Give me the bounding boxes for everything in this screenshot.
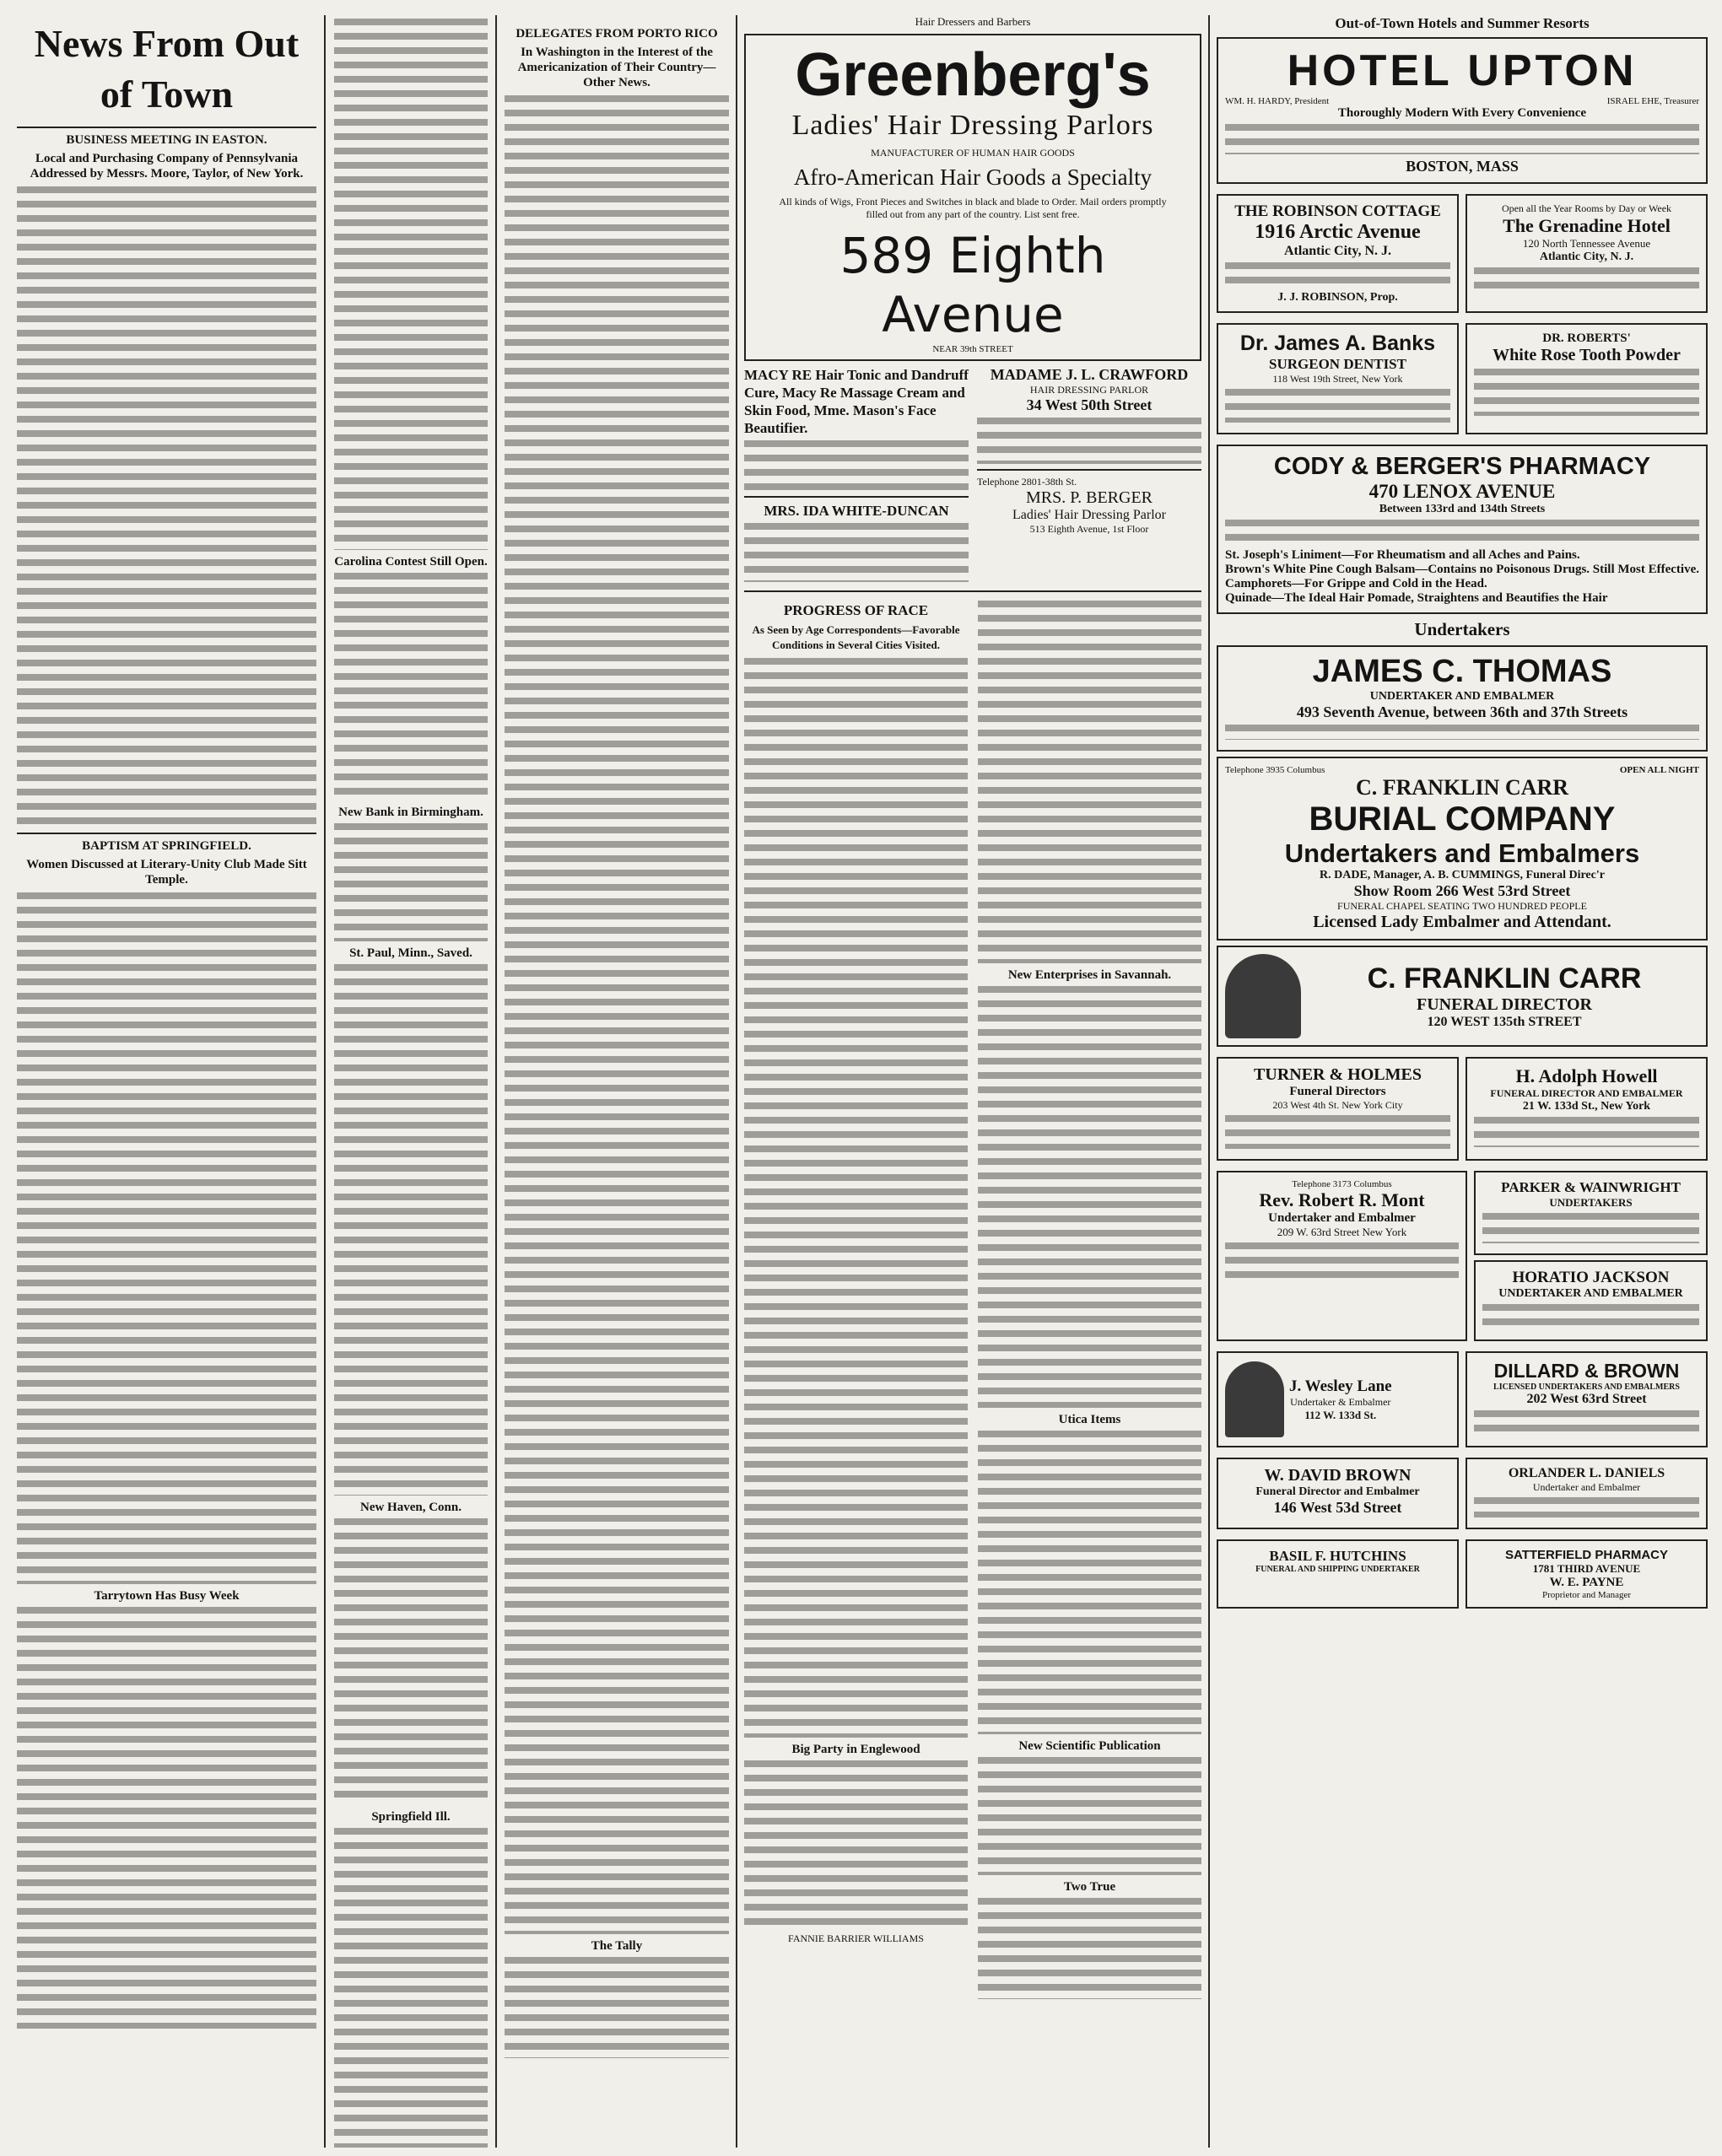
ad-subtitle: UNDERTAKER AND EMBALMER [1498, 1287, 1683, 1300]
divider [744, 590, 1201, 592]
ad-berger-sub: Ladies' Hair Dressing Parlor [1012, 508, 1166, 522]
divider [17, 127, 316, 128]
ad-line: St. Joseph's Liniment—For Rheumatism and all Aches and Pains. [1225, 548, 1580, 562]
ad-top: Open all the Year Rooms by Day or Week [1501, 202, 1672, 214]
ad-city: Atlantic City, N. J. [1539, 251, 1634, 263]
ad-address: 120 WEST 135th STREET [1427, 1015, 1582, 1029]
column-hair-dressers [744, 15, 1201, 2148]
divider [744, 496, 969, 498]
ad-address: 146 West 53d Street [1273, 1499, 1402, 1516]
ad-body [1474, 369, 1699, 416]
ad-satterfield [1466, 1539, 1708, 1609]
ad-subtitle: Funeral Directors [1289, 1085, 1386, 1098]
ad-title: The Grenadine Hotel [1503, 215, 1671, 236]
headline: New Enterprises in Savannah. [1007, 968, 1172, 982]
ad-carr-director [1217, 946, 1708, 1047]
ad-cody-berger [1217, 445, 1708, 614]
ad-address: 209 W. 63rd Street New York [1277, 1226, 1407, 1238]
article-body [334, 823, 488, 941]
ad-subtitle: SURGEON DENTIST [1269, 356, 1406, 372]
ad-city: BOSTON, MASS [1406, 158, 1519, 175]
ad-lady: Licensed Lady Embalmer and Attendant. [1313, 913, 1611, 931]
ad-subtitle: UNDERTAKER AND EMBALMER [1369, 690, 1555, 703]
ad-address: 120 North Tennessee Avenue [1522, 237, 1651, 250]
article-body [334, 1828, 488, 2148]
ad-address: 203 West 4th St. New York City [1272, 1099, 1403, 1111]
ad-body [1225, 262, 1450, 288]
ad-crawford-name: MADAME J. L. CRAWFORD [990, 366, 1189, 383]
article-body [978, 986, 1201, 1408]
ad-address: 112 W. 133d St. [1304, 1408, 1377, 1421]
ad-title: DR. ROBERTS' [1542, 331, 1631, 345]
ad-showroom: Show Room 266 West 53rd Street [1353, 882, 1571, 899]
ad-crawford-sub: HAIR DRESSING PARLOR [1029, 384, 1149, 396]
ad-address: 118 West 19th Street, New York [1272, 373, 1403, 385]
ad-row [1217, 189, 1708, 318]
ad-title: Rev. Robert R. Mont [1259, 1189, 1425, 1210]
section-title: News From Out of Town [34, 22, 300, 116]
ad-title: C. FRANKLIN CARR [1355, 775, 1569, 800]
ad-subtitle: MANUFACTURER OF HUMAN HAIR GOODS [871, 147, 1075, 159]
ad-title: TURNER & HOLMES [1254, 1065, 1422, 1084]
article-body [334, 964, 488, 1496]
ad-body [744, 440, 969, 491]
ad-title: BASIL F. HUTCHINS [1269, 1548, 1406, 1564]
ad-specialty: Afro-American Hair Goods a Specialty [793, 164, 1152, 190]
ad-product: White Rose Tooth Powder [1493, 346, 1681, 364]
ad-row [1217, 1453, 1708, 1534]
ad-row [1217, 1166, 1708, 1346]
ad-between: Between 133rd and 134th Streets [1379, 503, 1546, 515]
article-body [334, 1518, 488, 1805]
ad-row [744, 366, 1201, 585]
headline: BAPTISM AT SPRINGFIELD. [82, 839, 251, 853]
ad-row [1217, 1052, 1708, 1166]
ad-subtitle: Undertaker and Embalmer [1268, 1211, 1416, 1225]
ad-address: 470 LENOX AVENUE [1368, 481, 1556, 502]
portrait-image [1225, 1361, 1284, 1437]
ad-subtitle: FUNERAL DIRECTOR AND EMBALMER [1490, 1087, 1683, 1099]
column-rule [736, 15, 737, 2148]
ad-tagline: Ladies' Hair Dressing Parlors [791, 110, 1154, 141]
ad-thomas [1217, 645, 1708, 752]
ad-body [977, 418, 1201, 464]
headline: Carolina Contest Still Open. [334, 555, 488, 569]
ad-prop: J. J. ROBINSON, Prop. [1277, 291, 1398, 304]
ad-city: Atlantic City, N. J. [1283, 244, 1392, 258]
ad-title: DILLARD & BROWN [1493, 1360, 1680, 1382]
ad-daniels [1466, 1458, 1708, 1529]
ad-open: OPEN ALL NIGHT [1619, 765, 1699, 775]
ad-address: 589 Eighth Avenue [839, 227, 1106, 343]
ad-title: HOTEL UPTON [1287, 46, 1638, 95]
ad-body [1225, 1115, 1450, 1149]
divider [977, 469, 1201, 471]
ad-body [1474, 1117, 1699, 1147]
article-column [744, 597, 968, 2002]
article-body [334, 19, 488, 550]
ad-title: CODY & BERGER'S PHARMACY [1273, 453, 1651, 480]
ad-crawford-addr: 34 West 50th Street [1026, 396, 1152, 413]
headline: PROGRESS OF RACE [783, 602, 929, 618]
headline: Two True [1063, 1880, 1116, 1894]
ad-macy-group [744, 366, 969, 585]
column-rule [1208, 15, 1210, 2148]
article-body [978, 601, 1201, 963]
ad-hotel-upton [1217, 37, 1708, 184]
column-news-left [17, 15, 316, 2148]
ad-greenberg [744, 34, 1201, 361]
ad-roberts [1466, 323, 1708, 434]
ad-david-brown [1217, 1458, 1459, 1529]
headline: Big Party in Englewood [791, 1743, 920, 1756]
ad-address: 1781 THIRD AVENUE [1532, 1562, 1641, 1575]
ad-lane [1217, 1351, 1459, 1447]
ad-title: Undertakers and Embalmers [1284, 838, 1640, 868]
ad-note: All kinds of Wigs, Front Pieces and Switches in black and blade to Order. Mail orders promptly filled out from any part of the country. List sent free. [779, 196, 1167, 220]
ad-white-duncan: MRS. IDA WHITE-DUNCAN [764, 503, 949, 519]
ad-title: JAMES C. THOMAS [1312, 654, 1612, 689]
ad-subtitle: FUNERAL AND SHIPPING UNDERTAKER [1255, 1565, 1420, 1574]
article-column [978, 597, 1201, 2002]
ad-title: H. Adolph Howell [1515, 1065, 1658, 1086]
article-body [978, 1757, 1201, 1875]
ad-body [744, 523, 969, 582]
ad-horatio-jackson [1474, 1260, 1708, 1341]
article-body [978, 1898, 1201, 1999]
article-body [334, 573, 488, 800]
ad-title: C. FRANKLIN CARR [1367, 962, 1642, 994]
byline: FANNIE BARRIER WILLIAMS [788, 1932, 924, 1944]
ad-title: Greenberg's [795, 41, 1151, 109]
ad-dillard-brown [1466, 1351, 1708, 1447]
ad-header-row [1225, 765, 1699, 775]
ad-owner: ISRAEL EHE, Treasurer [1606, 96, 1699, 106]
headline: New Scientific Publication [1018, 1739, 1161, 1753]
ad-near: NEAR 39th STREET [932, 344, 1013, 354]
ad-carr-burial [1217, 757, 1708, 941]
portrait-image [1225, 954, 1301, 1038]
ad-macy: MACY RE Hair Tonic and Dandruff Cure, Macy Re Massage Cream and Skin Food, Mme. Mason's Face Beautifier. [744, 367, 969, 436]
ad-subtitle: UNDERTAKERS [1549, 1196, 1633, 1209]
ad-owner: W. E. PAYNE [1549, 1576, 1624, 1589]
ad-body [1474, 1497, 1699, 1517]
subheadline: Local and Purchasing Company of Pennsylvania Addressed by Messrs. Moore, Taylor, of New York. [30, 152, 304, 181]
ad-text [1289, 1377, 1392, 1422]
ad-chapel: FUNERAL CHAPEL SEATING TWO HUNDRED PEOPLE [1337, 900, 1587, 912]
ad-line: Camphorets—For Grippe and Cold in the Head. [1225, 577, 1487, 590]
ad-address: 21 W. 133d St., New York [1522, 1100, 1651, 1113]
ad-subtitle: Undertaker & Embalmer [1290, 1395, 1391, 1408]
column-rule [324, 15, 326, 2148]
ad-body [1225, 520, 1699, 545]
ad-row [1217, 1346, 1708, 1453]
column-news-porto-rico [505, 15, 729, 2148]
ad-address: 493 Seventh Avenue, between 36th and 37th Streets [1296, 703, 1628, 720]
headline: New Haven, Conn. [359, 1501, 462, 1514]
ad-berger-addr: 513 Eighth Avenue, 1st Floor [1029, 523, 1149, 535]
ad-owners [1225, 96, 1699, 106]
ad-row [1217, 1534, 1708, 1614]
ad-subtitle: Funeral Director and Embalmer [1255, 1485, 1420, 1498]
headline: The Tally [591, 1939, 643, 1953]
subheadline: Women Discussed at Literary-Unity Club Made Sitt Temple. [26, 858, 307, 887]
ad-manager: R. DADE, Manager, A. B. CUMMINGS, Funeral Direc'r [1320, 869, 1605, 881]
ad-body [1225, 124, 1699, 154]
ad-phone: Telephone 3173 Columbus [1292, 1179, 1392, 1189]
ad-parker-wainwright [1474, 1171, 1708, 1255]
ad-title: THE ROBINSON COTTAGE [1234, 202, 1441, 220]
column-ads [1217, 15, 1708, 2148]
section-header: Undertakers [1414, 619, 1510, 639]
subheadline: As Seen by Age Correspondents—Favorable Conditions in Several Cities Visited. [752, 623, 960, 651]
ad-title: SATTERFIELD PHARMACY [1504, 1548, 1669, 1562]
ad-title: BURIAL COMPANY [1309, 800, 1616, 838]
ad-berger-name: MRS. P. BERGER [1025, 488, 1153, 507]
ad-title: W. DAVID BROWN [1264, 1466, 1412, 1485]
article-body [978, 1431, 1201, 1734]
ad-title: PARKER & WAINWRIGHT [1501, 1179, 1681, 1195]
headline: Springfield Ill. [371, 1810, 451, 1824]
ad-role: Proprietor and Manager [1541, 1590, 1632, 1600]
ad-owner: WM. H. HARDY, President [1225, 96, 1330, 106]
headline: Tarrytown Has Busy Week [94, 1589, 240, 1603]
ad-text [1309, 962, 1699, 1030]
headline: St. Paul, Minn., Saved. [349, 946, 472, 960]
article-body [17, 892, 316, 1584]
ad-body [1225, 1242, 1459, 1285]
section-header: Out-of-Town Hotels and Summer Resorts [1335, 15, 1590, 31]
article-body [505, 1957, 729, 2058]
ad-body [1474, 1410, 1699, 1436]
ad-line: Quinade—The Ideal Hair Pomade, Straightens and Beautifies the Hair [1225, 591, 1608, 605]
ad-howell [1466, 1057, 1708, 1161]
section-header: Hair Dressers and Barbers [915, 15, 1031, 28]
ad-stack [1474, 1166, 1708, 1346]
ad-title: HORATIO JACKSON [1512, 1269, 1670, 1286]
subheadline: In Washington in the Interest of the Americanization of Their Country—Other News. [517, 46, 716, 89]
ad-title: J. Wesley Lane [1289, 1377, 1392, 1395]
ad-body [1482, 1213, 1699, 1243]
ad-address: 1916 Arctic Avenue [1255, 221, 1421, 243]
ad-robinson [1217, 194, 1459, 313]
ad-title: Dr. James A. Banks [1239, 331, 1436, 355]
column-rule [495, 15, 497, 2148]
article-body [744, 658, 968, 1738]
ad-line: Brown's White Pine Cough Balsam—Contains no Poisonous Drugs. Still Most Effective. [1225, 563, 1699, 576]
article-progress [744, 597, 1201, 2002]
ad-grenadine [1466, 194, 1708, 313]
headline: BUSINESS MEETING IN EASTON. [66, 133, 267, 147]
ad-subtitle: LICENSED UNDERTAKERS AND EMBALMERS [1493, 1383, 1680, 1392]
article-body [505, 95, 729, 1934]
ad-body [1482, 1304, 1699, 1329]
article-body [17, 1607, 316, 2029]
divider [17, 833, 316, 834]
ad-hutchins [1217, 1539, 1459, 1609]
ad-turner-holmes [1217, 1057, 1459, 1161]
ad-subtitle: Undertaker and Embalmer [1532, 1481, 1641, 1493]
headline: DELEGATES FROM PORTO RICO [516, 27, 718, 40]
ad-berger-phone: Telephone 2801-38th St. [977, 476, 1077, 488]
article-body [17, 186, 316, 827]
ad-body [1474, 267, 1699, 293]
article-body [744, 1760, 968, 1929]
ad-subtitle: FUNERAL DIRECTOR [1417, 995, 1592, 1014]
ad-crawford-group [977, 366, 1201, 585]
ad-phone: Telephone 3935 Columbus [1225, 765, 1325, 775]
column-news-middle [334, 15, 488, 2148]
ad-body [1225, 389, 1450, 423]
ad-row [1217, 318, 1708, 439]
ad-body [1225, 725, 1699, 740]
ad-banks [1217, 323, 1459, 434]
ad-title: ORLANDER L. DANIELS [1508, 1466, 1665, 1480]
headline: New Bank in Birmingham. [338, 806, 483, 819]
ad-address: 202 West 63rd Street [1526, 1392, 1647, 1406]
headline: Utica Items [1058, 1413, 1121, 1426]
ad-tagline: Thoroughly Modern With Every Convenience [1337, 106, 1587, 120]
ad-mont [1217, 1171, 1467, 1341]
